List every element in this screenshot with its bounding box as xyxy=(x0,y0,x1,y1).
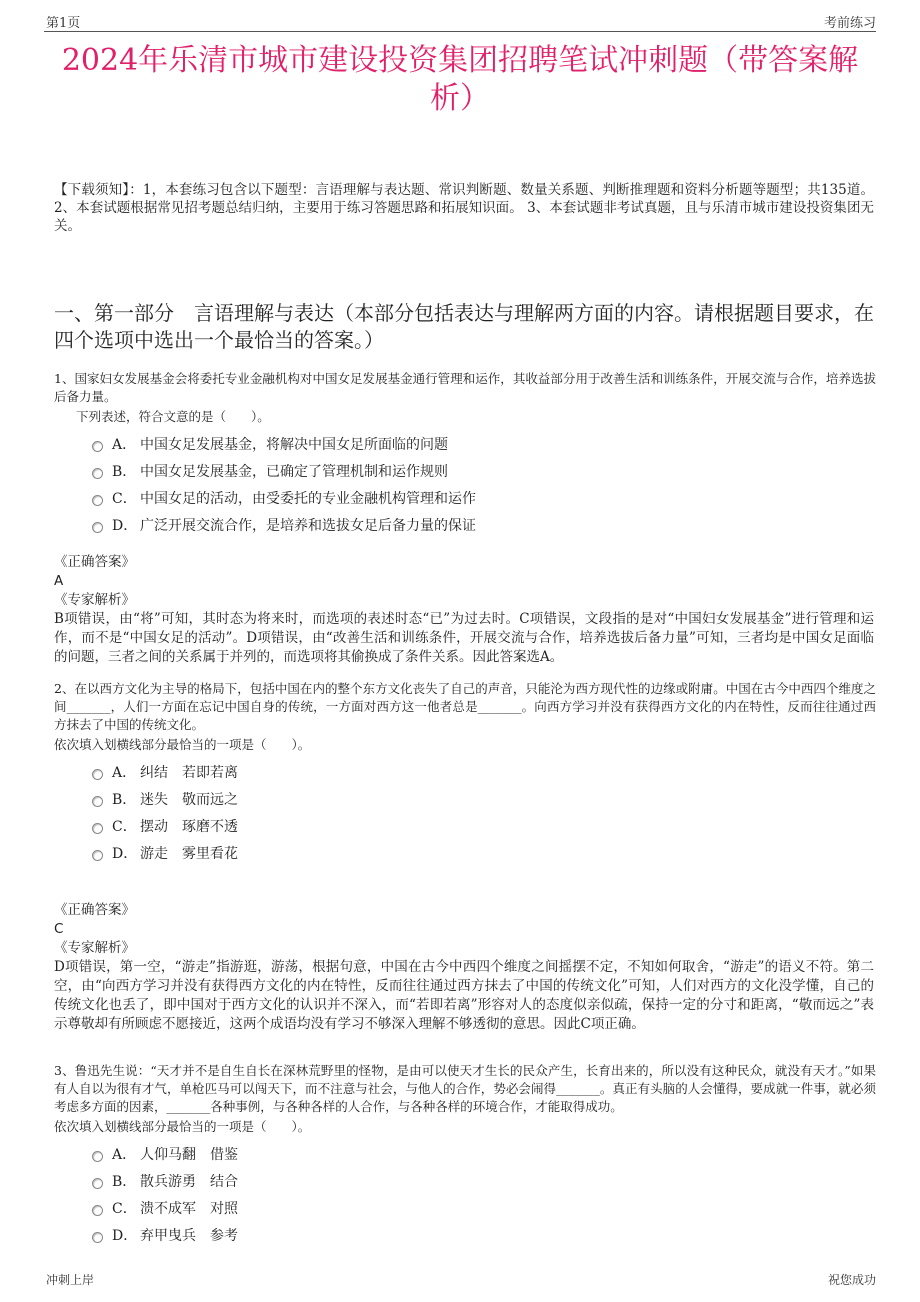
option-list xyxy=(54,1140,876,1248)
page-title: 2024年乐清市城市建设投资集团招聘笔试冲刺题（带答案解析） xyxy=(61,43,859,116)
download-notice: 【下载须知】：1，本套练习包含以下题型：言语理解与表达题、常识判断题、数量关系题、判断推理题和资料分析题等题型；共135道。 2、本套试题根据常见招考题总结归纳，主要用于练习答题思路和拓展知识面。 3、本套试题非考试真题，且与乐清市城市建设投资集团无关。 xyxy=(54,182,874,234)
option-text: 中国女足发展基金，将解决中国女足所面临的问题 xyxy=(140,436,448,453)
analysis-label: 《专家解析》 xyxy=(54,940,135,956)
option-b[interactable]: B． 迷失 敬而远之 xyxy=(54,785,876,812)
analysis-text: D项错误，第一空，“游走”指游逛，游荡，根据句意，中国在古今中西四个维度之间摇摆不定，不知如何取舍，“游走”的语义不符。第二空，由“向西方学习并没有获得西方文化的内在特性，反而往往通过西方抹去了中国的传统文化”可知，人们对西方的文化没学懂，自己的传统文化也丢了，即中国对于西方文化的认识并不深入，而“若即若离”形容对人的态度似亲似疏，保持一定的分寸和距离，“敬而远之”表示尊敬却有所顾虑不愿接近，这两个成语均没有学习不够深入理解不够透彻的意思。因此C项正确。 xyxy=(54,959,874,1032)
option-list xyxy=(54,758,876,866)
question-stem: 2、在以西方文化为主导的格局下，包括中国在内的整个东方文化丧失了自己的声音，只能沦为西方现代性的边缘或附庸。中国在古今中西四个维度之间_______，人们一方面在忘记中国自身的传统，一方面对西方这一他者总是_______。向西方学习并没有获得西方文化的内在特性，反而往往通过西方抹去了中国的传统文化。 xyxy=(54,681,876,732)
question-2 xyxy=(54,680,876,866)
option-a[interactable]: A． 中国女足发展基金，将解决中国女足所面临的问题 xyxy=(54,430,876,457)
option-b[interactable]: B． 中国女足发展基金，已确定了管理机制和运作规则 xyxy=(54,457,876,484)
option-text: 散兵游勇 结合 xyxy=(140,1173,238,1190)
radio-icon[interactable] xyxy=(92,522,103,533)
option-c[interactable]: C． 溃不成军 对照 xyxy=(54,1194,876,1221)
option-list xyxy=(54,430,876,538)
option-b[interactable]: B． 散兵游勇 结合 xyxy=(54,1167,876,1194)
option-c[interactable]: C． 中国女足的活动，由受委托的专业金融机构管理和运作 xyxy=(54,484,876,511)
option-text: 纠结 若即若离 xyxy=(140,764,238,781)
option-text: 游走 雾里看花 xyxy=(140,845,238,862)
option-text: 中国女足的活动，由受委托的专业金融机构管理和运作 xyxy=(140,490,476,507)
correct-answer: A xyxy=(54,573,64,589)
option-text: 中国女足发展基金，已确定了管理机制和运作规则 xyxy=(140,463,448,480)
option-d[interactable]: D． 广泛开展交流合作，是培养和选拔女足后备力量的保证 xyxy=(54,511,876,538)
radio-icon[interactable] xyxy=(92,495,103,506)
radio-icon[interactable] xyxy=(92,823,103,834)
radio-icon[interactable] xyxy=(92,1151,103,1162)
option-text: 摆动 琢磨不透 xyxy=(140,818,238,835)
analysis-label: 《专家解析》 xyxy=(54,592,135,608)
radio-icon[interactable] xyxy=(92,1232,103,1243)
radio-icon[interactable] xyxy=(92,850,103,861)
radio-icon[interactable] xyxy=(92,468,103,479)
option-c[interactable]: C． 摆动 琢磨不透 xyxy=(54,812,876,839)
analysis-text: B项错误，由“将”可知，其时态为将来时，而选项的表述时态“已”为过去时。C项错误，文段指的是对“中国妇女发展基金”进行管理和运作，而不是“中国女足的活动”。D项错误，由“改善生活和训练条件，开展交流与合作，培养选拔后备力量”可知，三者均是中国女足面临的问题，三者之间的关系属于并列的，而选项将其偷换成了条件关系。因此答案选A。 xyxy=(54,611,874,665)
question-stem: 3、鲁迅先生说：“天才并不是自生自长在深林荒野里的怪物，是由可以使天才生长的民众产生，长育出来的，所以没有这种民众，就没有天才。”如果有人自以为很有才气，单枪匹马可以闯天下，而不注意与社会，与他人的合作，势必会闹得_______。真正有头脑的人会懂得，要成就一件事，就必须考虑多方面的因素，_______各种事例，与各种各样的人合作，与各种各样的环境合作，才能取得成功。 xyxy=(54,1063,876,1114)
answer-block-2 xyxy=(54,901,874,1034)
option-text: 弃甲曳兵 参考 xyxy=(140,1227,238,1244)
radio-icon[interactable] xyxy=(92,1178,103,1189)
page-number: 第1页 xyxy=(46,16,81,31)
option-text: 人仰马翻 借鉴 xyxy=(140,1146,238,1163)
section-title: 一、第一部分 言语理解与表达（本部分包括表达与理解两方面的内容。请根据题目要求，在四个选项中选出一个最恰当的答案。） xyxy=(54,301,874,352)
answer-label: 《正确答案》 xyxy=(54,902,135,918)
option-d[interactable]: D． 游走 雾里看花 xyxy=(54,839,876,866)
question-1 xyxy=(54,370,876,538)
footer-left: 冲刺上岸 xyxy=(46,1273,95,1287)
radio-icon[interactable] xyxy=(92,1205,103,1216)
option-d[interactable]: D． 弃甲曳兵 参考 xyxy=(54,1221,876,1248)
question-3 xyxy=(54,1062,876,1248)
option-a[interactable]: A． 纠结 若即若离 xyxy=(54,758,876,785)
footer-right: 祝您成功 xyxy=(827,1273,876,1287)
question-prompt: 依次填入划横线部分最恰当的一项是（ ）。 xyxy=(54,737,311,752)
radio-icon[interactable] xyxy=(92,441,103,452)
question-prompt: 依次填入划横线部分最恰当的一项是（ ）。 xyxy=(54,1119,311,1134)
question-stem: 1、国家妇女发展基金会将委托专业金融机构对中国女足发展基金通行管理和运作，其收益部分用于改善生活和训练条件，开展交流与合作，培养选拔后备力量。 xyxy=(54,371,876,404)
option-text: 广泛开展交流合作，是培养和选拔女足后备力量的保证 xyxy=(140,517,476,534)
radio-icon[interactable] xyxy=(92,769,103,780)
header-divider xyxy=(44,31,876,32)
correct-answer: C xyxy=(54,921,64,937)
answer-label: 《正确答案》 xyxy=(54,554,135,570)
radio-icon[interactable] xyxy=(92,796,103,807)
header-label: 考前练习 xyxy=(823,16,876,31)
option-a[interactable]: A． 人仰马翻 借鉴 xyxy=(54,1140,876,1167)
option-text: 溃不成军 对照 xyxy=(140,1200,238,1217)
option-text: 迷失 敬而远之 xyxy=(140,791,238,808)
answer-block-1 xyxy=(54,553,874,667)
question-prompt: 下列表述，符合文意的是（ ）。 xyxy=(76,409,270,424)
